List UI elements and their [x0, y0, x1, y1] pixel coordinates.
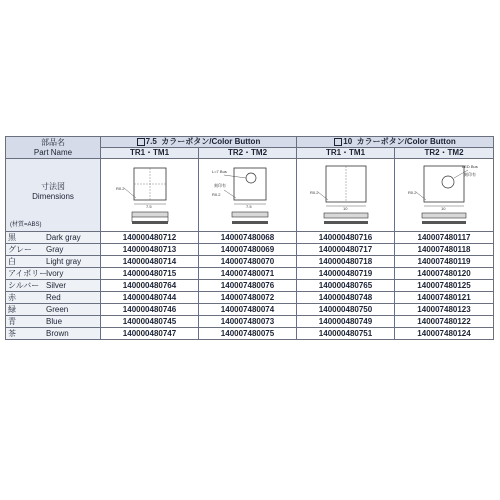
color-name-en: Gray [46, 244, 64, 254]
drawing-label: R0.2 [115, 186, 124, 191]
color-name-ja: 赤 [8, 292, 16, 302]
dimensions-header [6, 159, 101, 232]
color-name-ja: 白 [8, 256, 16, 266]
color-name-cell [6, 328, 101, 340]
part-code-cell: 140007480076 [199, 280, 297, 292]
drawing-tr1-7-5 [101, 159, 199, 232]
button-drawing-10 [306, 162, 386, 228]
color-name-en: Light gray [46, 256, 82, 266]
color-name-cell [6, 292, 101, 304]
color-button-spec-table [5, 136, 494, 340]
square-icon [334, 138, 342, 146]
table-row [6, 292, 494, 304]
part-code-cell: 140000480714 [101, 256, 199, 268]
part-code-cell: 140007480123 [395, 304, 494, 316]
drawing-label: L=7 Bus [211, 169, 227, 174]
group2-size: 10 [343, 137, 353, 146]
part-code-cell: 140000480718 [297, 256, 395, 268]
part-code-cell: 140007480073 [199, 316, 297, 328]
color-name-ja: 茶 [8, 328, 16, 338]
drawing-label: 7.5 [145, 204, 152, 209]
color-rows [6, 232, 494, 340]
drawing-label: R0.2 [211, 192, 220, 197]
part-code-cell: 140007480072 [199, 292, 297, 304]
table-row [6, 304, 494, 316]
dimensions-en: Dimensions [32, 192, 74, 201]
table-row [6, 256, 494, 268]
part-code-cell: 140000480747 [101, 328, 199, 340]
color-name-cell [6, 280, 101, 292]
part-code-cell: 140007480120 [395, 268, 494, 280]
drawing-label: LED Bus [462, 164, 478, 169]
group2-title: カラーボタン/Color Button [356, 137, 456, 146]
part-code-cell: 140000480716 [297, 232, 395, 244]
part-code-cell: 140000480765 [297, 280, 395, 292]
group-header-7-5 [101, 137, 297, 148]
table-row [6, 244, 494, 256]
part-code-cell: 140007480118 [395, 244, 494, 256]
part-code-cell: 140007480071 [199, 268, 297, 280]
color-name-en: Brown [46, 328, 69, 338]
group-header-10 [297, 137, 494, 148]
drawing-label: 10 [441, 206, 446, 211]
table-row [6, 328, 494, 340]
part-code-cell: 140007480121 [395, 292, 494, 304]
part-code-cell: 140007480075 [199, 328, 297, 340]
part-code-cell: 140000480750 [297, 304, 395, 316]
color-name-ja: 黒 [8, 232, 16, 242]
color-name-en: Silver [46, 280, 67, 290]
color-name-ja: シルバー [8, 280, 40, 290]
model-header-4: TR2・TM2 [395, 148, 494, 159]
part-name-ja: 部品名 [41, 137, 65, 147]
drawing-label: 7.5 [245, 204, 252, 209]
drawing-label: R0.2 [309, 190, 318, 195]
model-header-1: TR1・TM1 [101, 148, 199, 159]
table-row [6, 316, 494, 328]
color-name-cell [6, 244, 101, 256]
color-name-en: Dark gray [46, 232, 81, 242]
part-code-cell: 140007480117 [395, 232, 494, 244]
color-name-en: Blue [46, 316, 63, 326]
part-code-cell: 140000480749 [297, 316, 395, 328]
part-code-cell: 140007480068 [199, 232, 297, 244]
dimensions-ja: 寸法図 [41, 182, 65, 191]
part-code-cell: 140007480070 [199, 256, 297, 268]
part-name-header [6, 137, 101, 159]
table-row [6, 232, 494, 244]
part-code-cell: 140000480746 [101, 304, 199, 316]
material-note: (材質=ABS) [10, 222, 42, 228]
color-name-cell [6, 316, 101, 328]
drawing-label: 10 [342, 206, 347, 211]
group1-size: 7.5 [145, 137, 157, 146]
part-code-cell: 140000480748 [297, 292, 395, 304]
color-name-cell [6, 232, 101, 244]
color-name-en: Red [46, 292, 61, 302]
part-code-cell: 140007480119 [395, 256, 494, 268]
part-code-cell: 140000480719 [297, 268, 395, 280]
table-row [6, 268, 494, 280]
part-code-cell: 140007480125 [395, 280, 494, 292]
part-code-cell: 140000480745 [101, 316, 199, 328]
button-drawing-10-with-led [404, 162, 484, 228]
color-name-ja: 青 [8, 316, 16, 326]
button-drawing-7-5-with-led [208, 162, 288, 228]
color-name-en: Green [46, 304, 69, 314]
part-code-cell: 140007480122 [395, 316, 494, 328]
drawing-tr2-10 [395, 159, 494, 232]
group1-title: カラーボタン/Color Button [161, 137, 261, 146]
part-code-cell: 140000480713 [101, 244, 199, 256]
table-row [6, 280, 494, 292]
drawing-tr1-10 [297, 159, 395, 232]
part-code-cell: 140007480069 [199, 244, 297, 256]
color-name-ja: アイボリー [8, 268, 48, 278]
model-header-2: TR2・TM2 [199, 148, 297, 159]
square-icon [137, 138, 145, 146]
color-name-cell [6, 304, 101, 316]
color-name-cell [6, 268, 101, 280]
part-code-cell: 140000480717 [297, 244, 395, 256]
drawing-tr2-7-5 [199, 159, 297, 232]
part-name-en: Part Name [33, 147, 73, 157]
color-name-en: Ivory [46, 268, 64, 278]
part-code-cell: 140000480751 [297, 328, 395, 340]
part-code-cell: 140000480764 [101, 280, 199, 292]
color-name-ja: 緑 [8, 304, 16, 314]
model-header-3: TR1・TM1 [297, 148, 395, 159]
color-name-cell [6, 256, 101, 268]
part-code-cell: 140007480124 [395, 328, 494, 340]
part-code-cell: 140000480715 [101, 268, 199, 280]
button-drawing-7-5 [110, 162, 190, 228]
color-name-ja: グレー [8, 244, 32, 254]
drawing-label: 刻印有 [213, 183, 226, 188]
drawing-label: 刻印有 [464, 172, 476, 177]
part-code-cell: 140007480074 [199, 304, 297, 316]
drawing-label: R0.2 [408, 190, 417, 195]
part-code-cell: 140000480712 [101, 232, 199, 244]
part-code-cell: 140000480744 [101, 292, 199, 304]
